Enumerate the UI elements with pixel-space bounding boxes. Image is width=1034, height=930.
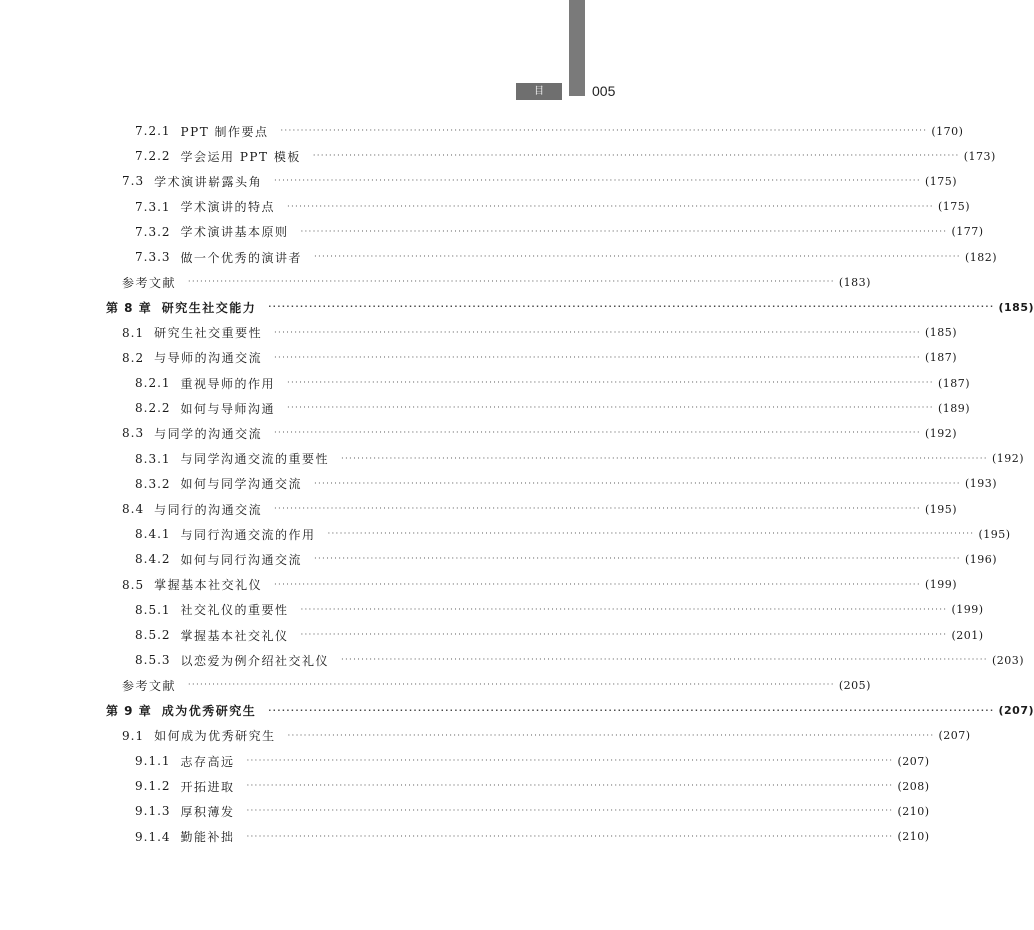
toc-entry-page: (210) [897, 830, 930, 844]
page-edge-bar [569, 0, 585, 96]
toc-entry-number: 9.1.2 [135, 779, 171, 794]
toc-entry-title: 学术演讲的特点 [180, 200, 276, 215]
toc-entry [135, 799, 930, 823]
toc-leader-dots: ································································································································································ [274, 428, 921, 438]
toc-entry-number: 9.1 [122, 728, 145, 743]
toc-chapter-entry [106, 295, 1034, 319]
toc-leader-dots: ································································································································································ [314, 252, 961, 261]
toc-entry-number: 8.4 [122, 502, 145, 516]
toc-entry-number: 8.5.2 [135, 628, 171, 642]
toc-entry [135, 195, 971, 219]
toc-entry-number: 8.5.1 [135, 602, 171, 617]
toc-entry-title: 与同学的沟通交流 [154, 426, 263, 441]
toc-leader-dots: ································································································································································ [246, 781, 894, 791]
toc-entry-number: 8.5.3 [135, 653, 171, 668]
toc-entry-title: 掌握基本社交礼仪 [154, 578, 263, 593]
toc-entry [135, 472, 998, 496]
toc-leader-dots: ································································································································································ [274, 352, 921, 362]
toc-entry [135, 245, 998, 269]
toc-entry-title: 重视导师的作用 [180, 376, 276, 391]
toc-entry-page: (177) [951, 225, 984, 239]
toc-entry-title: 如何与同学沟通交流 [180, 477, 303, 492]
toc-leader-dots: ································································································································································ [341, 453, 988, 463]
toc-entry-page: (195) [978, 527, 1011, 541]
toc-entry [135, 396, 971, 420]
toc-entry-number: 7.3 [122, 174, 145, 189]
toc-entry-page: (203) [991, 653, 1025, 667]
toc-entry-page: (195) [924, 502, 958, 516]
toc-entry-number: 第 8 章 [106, 300, 152, 315]
toc-entry-page: (175) [937, 200, 971, 214]
toc-leader-dots: ································································································································································ [314, 478, 961, 488]
toc-entry-title: 参考文献 [122, 678, 177, 693]
toc-entry-number: 9.1.1 [135, 754, 171, 768]
toc-entry [135, 119, 964, 143]
toc-leader-dots: ································································································································································ [341, 655, 988, 665]
toc-entry-page: (208) [897, 779, 930, 793]
toc-entry-title: 成为优秀研究生 [161, 704, 257, 719]
toc-entry-number: 8.2 [122, 350, 145, 365]
toc-entry-title: 厚积薄发 [180, 804, 235, 819]
toc-entry [135, 598, 984, 622]
toc-entry-number: 8.5 [122, 577, 145, 592]
toc-entry [135, 774, 930, 798]
toc-leader-dots: ································································································································································ [246, 806, 894, 816]
toc-leader-dots: ································································································································································ [312, 151, 960, 161]
toc-leader-dots: ································································································································································ [246, 831, 894, 841]
toc-entry-number: 7.3.1 [135, 199, 171, 214]
toc-entry-title: 学术演讲基本原则 [180, 225, 289, 240]
toc-entry [135, 648, 1025, 672]
page-number: 005 [592, 83, 616, 99]
toc-entry-title: 掌握基本社交礼仪 [180, 628, 289, 643]
toc-entry-title: 与导师的沟通交流 [154, 351, 263, 366]
toc-entry-title: 以恋爱为例介绍社交礼仪 [180, 653, 330, 668]
toc-entry-number: 8.3.2 [135, 476, 171, 491]
toc-entry-title: 与同行沟通交流的作用 [180, 527, 316, 542]
toc-entry-title: 学会运用 PPT 模板 [180, 149, 301, 164]
toc-entry-title: 志存高远 [180, 754, 235, 769]
toc-entry-title: 研究生社交能力 [161, 300, 257, 315]
toc-entry [122, 346, 958, 370]
toc-entry-number: 8.3 [122, 426, 145, 441]
toc-entry-title: PPT 制作要点 [180, 124, 269, 139]
toc-leader-dots: ································································································································································ [268, 302, 995, 312]
toc-entry-page: (193) [964, 477, 998, 491]
toc-entry-page: (205) [838, 678, 871, 692]
toc-entry-title: 与同学沟通交流的重要性 [180, 452, 330, 467]
toc-entry-title: 如何与同行沟通交流 [180, 552, 303, 567]
toc-entry [122, 573, 958, 597]
toc-entry-title: 参考文献 [122, 275, 177, 290]
toc-entry-title: 开拓进取 [180, 779, 235, 794]
toc-entry [122, 321, 958, 345]
toc-leader-dots: ································································································································································ [280, 126, 928, 135]
toc-leader-dots: ································································································································································ [287, 378, 934, 387]
toc-leader-dots: ································································································································································ [188, 680, 835, 690]
toc-leader-dots: ································································································································································ [300, 630, 948, 639]
toc-entry [122, 673, 871, 697]
toc-entry-title: 如何成为优秀研究生 [154, 729, 276, 744]
toc-entry-page: (170) [931, 124, 964, 138]
toc-entry-page: (196) [964, 552, 998, 566]
toc-entry-page: (183) [838, 275, 871, 289]
toc-entry-number: 7.3.2 [135, 224, 171, 239]
toc-entry-number: 8.3.1 [135, 451, 171, 466]
toc-leader-dots: ································································································································································ [188, 277, 835, 287]
toc-entry-page: (207) [897, 754, 930, 768]
toc-entry-page: (185) [998, 300, 1034, 314]
toc-entry-number: 7.3.3 [135, 250, 171, 264]
toc-leader-dots: ································································································································································ [314, 554, 961, 564]
toc-leader-dots: ································································································································································ [300, 604, 948, 614]
toc-leader-dots: ································································································································································ [274, 327, 921, 337]
toc-entry-title: 勤能补拙 [180, 830, 235, 845]
toc-entry-page: (187) [924, 351, 958, 365]
toc-entry-page: (199) [924, 578, 958, 592]
toc-entry-page: (185) [924, 326, 958, 340]
toc-leader-dots: ································································································································································ [268, 705, 995, 715]
toc-entry [122, 724, 971, 748]
toc-entry-page: (207) [998, 704, 1034, 718]
toc-entry [122, 497, 958, 521]
toc-entry-title: 做一个优秀的演讲者 [180, 250, 303, 265]
toc-entry [135, 547, 998, 571]
toc-entry-page: (192) [924, 426, 958, 440]
toc-entry-page: (192) [991, 452, 1025, 466]
toc-entry-number: 9.1.3 [135, 804, 171, 819]
toc-entry-page: (182) [964, 250, 998, 264]
toc-leader-dots: ································································································································································ [287, 730, 935, 740]
toc-entry-page: (199) [951, 603, 984, 617]
toc-leader-dots: ································································································································································ [287, 403, 934, 413]
toc-entry-number: 8.1 [122, 325, 145, 340]
toc-entry-number: 第 9 章 [106, 704, 152, 719]
toc-entry-number: 9.1.4 [135, 829, 171, 844]
toc-entry-title: 学术演讲崭露头角 [154, 174, 263, 189]
toc-entry-page: (201) [951, 628, 984, 642]
toc-entry [135, 623, 984, 647]
toc-entry [135, 825, 930, 849]
toc-chapter-entry [106, 699, 1034, 723]
toc-entry-page: (210) [897, 804, 930, 818]
toc-entry [135, 220, 984, 244]
toc-leader-dots: ································································································································································ [274, 579, 921, 589]
toc-entry-title: 社交礼仪的重要性 [180, 603, 289, 618]
toc-entry-title: 与同行的沟通交流 [154, 502, 263, 517]
toc-entry [135, 522, 1011, 546]
toc-entry-page: (189) [937, 401, 971, 415]
toc-entry-number: 7.2.1 [135, 124, 171, 138]
toc-entry-number: 7.2.2 [135, 149, 171, 164]
toc-entry-number: 8.2.2 [135, 401, 171, 416]
toc-leader-dots: ································································································································································ [300, 226, 948, 236]
toc-header-label: 目 录 [516, 83, 562, 100]
toc-entry-page: (187) [937, 376, 971, 390]
toc-leader-dots: ································································································································································ [274, 176, 921, 186]
toc-entry [135, 749, 930, 773]
toc-leader-dots: ································································································································································ [246, 756, 894, 765]
toc-entry [122, 270, 871, 294]
toc-leader-dots: ································································································································································ [327, 529, 975, 539]
toc-entry [135, 144, 996, 168]
toc-entry-number: 8.2.1 [135, 376, 171, 390]
toc-entry-page: (207) [938, 729, 971, 743]
toc-entry [135, 447, 1025, 471]
toc-leader-dots: ································································································································································ [274, 504, 921, 513]
toc-entry [122, 169, 958, 193]
toc-leader-dots: ································································································································································ [287, 201, 934, 211]
toc-entry-number: 8.4.1 [135, 527, 171, 542]
toc-entry [135, 371, 971, 395]
toc-entry [122, 421, 958, 445]
toc-entry-title: 如何与导师沟通 [180, 401, 276, 416]
toc-entry-page: (173) [963, 149, 996, 163]
toc-entry-number: 8.4.2 [135, 552, 171, 567]
toc-entry-page: (175) [924, 174, 958, 188]
toc-entry-title: 研究生社交重要性 [154, 326, 263, 341]
